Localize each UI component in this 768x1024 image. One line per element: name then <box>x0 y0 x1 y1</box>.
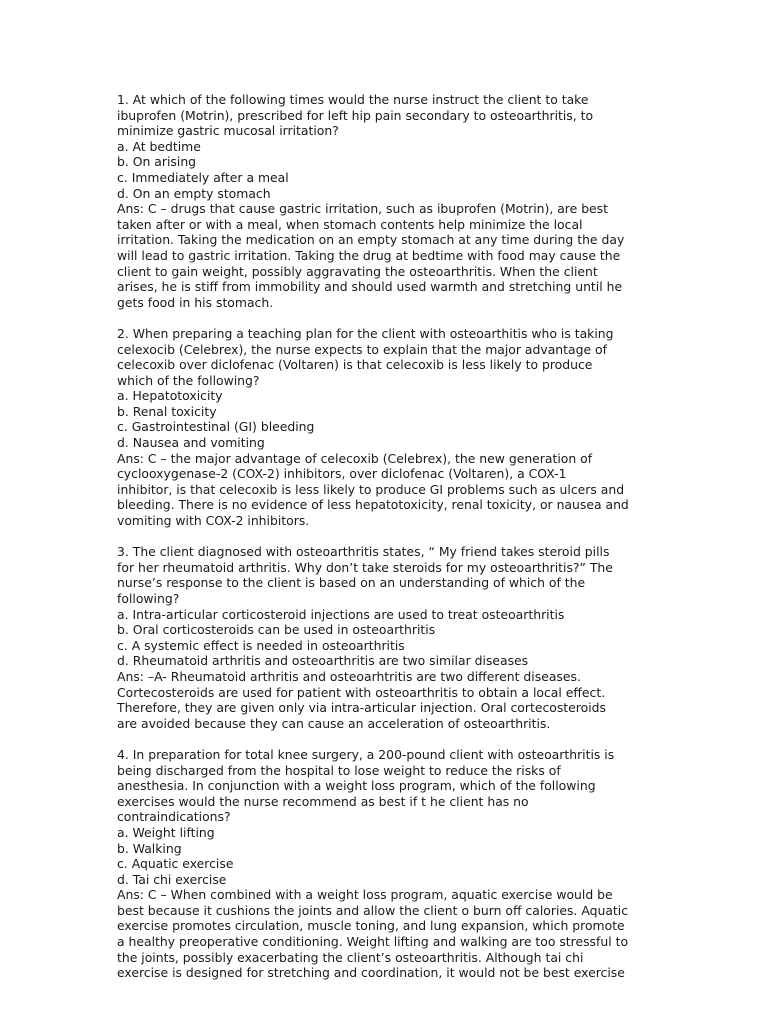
answer-option: b. On arising <box>117 154 197 170</box>
answer-option: b. Oral corticosteroids can be used in osteoarthritis <box>117 622 436 638</box>
question-stem-line: for her rheumatoid arthritis. Why don’t take steroids for my osteoarthritis?” The <box>117 559 613 575</box>
question-stem-line: nurse’s response to the client is based on an understanding of which of the <box>117 575 586 591</box>
answer-option: b. Renal toxicity <box>117 403 217 419</box>
question-stem-line: contraindications? <box>117 809 231 825</box>
document-page <box>117 92 657 996</box>
question-stem-line: minimize gastric mucosal irritation? <box>117 123 339 139</box>
answer-rationale-line: bleeding. There is no evidence of less hepatotoxicity, renal toxicity, or nausea and <box>117 497 629 513</box>
answer-rationale-line: Ans: C – the major advantage of celecoxib (Celebrex), the new generation of <box>117 450 593 466</box>
answer-option: d. Rheumatoid arthritis and osteoarthritis are two similar diseases <box>117 653 529 669</box>
question-stem-line: 4. In preparation for total knee surgery, a 200-pound client with osteoarthritis is <box>117 746 615 762</box>
answer-option: a. Intra-articular corticosteroid injections are used to treat osteoarthritis <box>117 606 565 622</box>
question-stem-line: celecoxib over diclofenac (Voltaren) is that celecoxib is less likely to produce <box>117 357 593 373</box>
answer-option: d. Tai chi exercise <box>117 871 227 887</box>
answer-rationale-line: irritation. Taking the medication on an empty stomach at any time during the day <box>117 232 625 248</box>
answer-rationale-line: Ans: C – When combined with a weight loss program, aquatic exercise would be <box>117 887 613 903</box>
answer-option: d. On an empty stomach <box>117 185 271 201</box>
answer-option: c. Immediately after a meal <box>117 169 289 185</box>
answer-rationale-line: exercise is designed for stretching and coordination, it would not be best exercise <box>117 965 625 981</box>
question-stem-line: 3. The client diagnosed with osteoarthritis states, “ My friend takes steroid pills <box>117 544 610 560</box>
answer-rationale-line: client to gain weight, possibly aggravating the osteoarthritis. When the client <box>117 263 598 279</box>
question-block <box>117 92 657 310</box>
answer-rationale-line: best because it cushions the joints and allow the client o burn off calories. Aquatic <box>117 902 629 918</box>
answer-option: a. At bedtime <box>117 138 201 154</box>
question-stem-line: exercises would the nurse recommend as best if t he client has no <box>117 793 529 809</box>
question-stem-line: anesthesia. In conjunction with a weight loss program, which of the following <box>117 778 596 794</box>
answer-rationale-line: taken after or with a meal, when stomach contents help minimize the local <box>117 216 583 232</box>
question-stem-line: following? <box>117 591 180 606</box>
answer-rationale-line: cyclooxygenase-2 (COX-2) inhibitors, over diclofenac (Voltaren), a COX-1 <box>117 466 567 482</box>
answer-option: c. Gastrointestinal (GI) bleeding <box>117 419 315 435</box>
question-stem-line: celexocib (Celebrex), the nurse expects to explain that the major advantage of <box>117 341 607 357</box>
answer-rationale-line: exercise promotes circulation, muscle toning, and lung expansion, which promote <box>117 918 625 934</box>
answer-rationale-line: gets food in his stomach. <box>117 294 274 310</box>
answer-rationale-line: Cortecosteroids are used for patient with osteoarthritis to obtain a local effect. <box>117 684 606 700</box>
question-stem-line: 1. At which of the following times would the nurse instruct the client to take <box>117 92 589 107</box>
answer-rationale-line: Therefore, they are given only via intra-articular injection. Oral cortecosteroids <box>117 700 606 716</box>
answer-option: a. Weight lifting <box>117 824 215 840</box>
question-block <box>117 326 657 529</box>
answer-option: b. Walking <box>117 840 182 856</box>
question-stem-line: which of the following? <box>117 372 260 388</box>
answer-option: c. A systemic effect is needed in osteoarthritis <box>117 637 405 653</box>
question-stem-line: being discharged from the hospital to lose weight to reduce the risks of <box>117 762 561 778</box>
answer-option: a. Hepatotoxicity <box>117 388 223 404</box>
answer-rationale-line: vomiting with COX-2 inhibitors. <box>117 513 310 529</box>
answer-rationale-line: are avoided because they can cause an acceleration of osteoarthritis. <box>117 715 551 731</box>
answer-option: c. Aquatic exercise <box>117 856 234 872</box>
answer-rationale-line: will lead to gastric irritation. Taking the drug at bedtime with food may cause the <box>117 247 621 263</box>
answer-rationale-line: arises, he is stiff from immobility and should used warmth and stretching until he <box>117 279 623 295</box>
answer-rationale-line: a healthy preoperative conditioning. Weight lifting and walking are too stressful to <box>117 934 629 950</box>
answer-rationale-line: the joints, possibly exacerbating the client’s osteoarthritis. Although tai chi <box>117 949 584 965</box>
answer-option: d. Nausea and vomiting <box>117 435 265 451</box>
question-stem-line: 2. When preparing a teaching plan for the client with osteoarthitis who is taking <box>117 325 614 341</box>
answer-rationale-line: Ans: –A- Rheumatoid arthritis and osteoarhtritis are two different diseases. <box>117 668 581 684</box>
answer-rationale-line: Ans: C – drugs that cause gastric irritation, such as ibuprofen (Motrin), are best <box>117 201 608 217</box>
answer-rationale-line: inhibitor, is that celecoxib is less likely to produce GI problems such as ulcers and <box>117 481 625 497</box>
question-stem-line: ibuprofen (Motrin), prescribed for left hip pain secondary to osteoarthritis, to <box>117 107 594 123</box>
question-block <box>117 747 657 981</box>
question-block <box>117 544 657 731</box>
